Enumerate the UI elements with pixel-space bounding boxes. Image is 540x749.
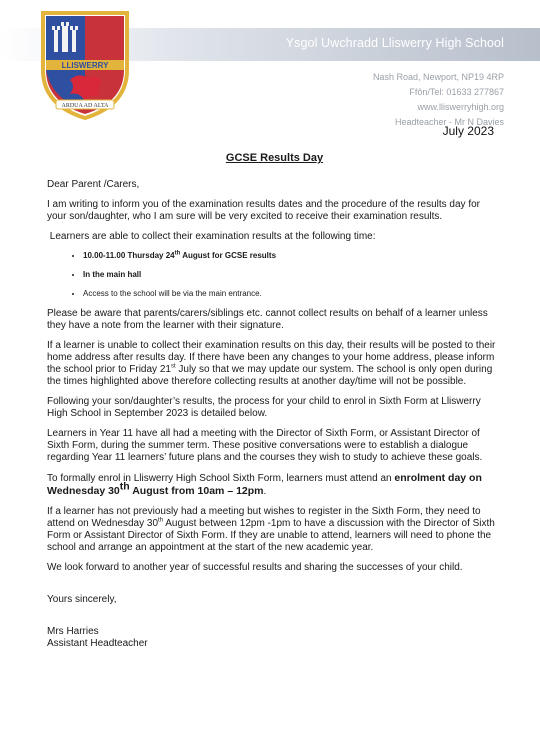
paragraph-year11-meetings: Learners in Year 11 have all had a meeting with the Director of Sixth Form, or Assistant Director of Sixth Form, during the summer term. These positive conversations were to establish a dialogue regarding Year 11 learners’ future plans and the courses they wish to study to achieve these goals. bbox=[47, 428, 483, 463]
paragraph-collection-time: Learners are able to collect their examination results at the following time: bbox=[47, 231, 376, 242]
paragraph-enrolment-day: To formally enrol in Lliswerry High School Sixth Form, learners must attend an enrolment day on Wednesday 30th August from 10am – 12pm. bbox=[47, 472, 482, 497]
letter-title: GCSE Results Day bbox=[225, 152, 324, 164]
svg-text:LLISWERRY: LLISWERRY bbox=[61, 61, 109, 70]
list-item: • Access to the school will be via the main entrance. bbox=[83, 289, 502, 299]
website: www.lliswerryhigh.org bbox=[417, 102, 504, 112]
school-crest-logo bbox=[40, 10, 130, 120]
paragraph-sixth-form-intro: Following your son/daughter’s results, the process for your child to enrol in Sixth Form at Lliswerry High School in September 2023 is detailed below. bbox=[47, 396, 481, 419]
contact-block bbox=[373, 70, 504, 130]
signatory-name: Mrs Harries bbox=[47, 626, 99, 637]
letter-body bbox=[47, 152, 502, 650]
list-item: • 10.00-11.00 Thursday 24th August for GCSE results bbox=[83, 251, 502, 261]
collection-details-list bbox=[47, 251, 502, 299]
phone: Ffôn/Tel: 01633 277867 bbox=[409, 87, 504, 97]
svg-text:ARDUA AD ALTA: ARDUA AD ALTA bbox=[61, 103, 109, 109]
paragraph-intro: I am writing to inform you of the examination results dates and the procedure of the results day for your son/daughter, who I am sure will be very excited to receive their examination results. bbox=[47, 199, 481, 222]
closing: Yours sincerely, bbox=[47, 594, 117, 605]
list-item: • In the main hall bbox=[83, 270, 502, 280]
headteacher: Headteacher - Mr N Davies bbox=[394, 117, 504, 127]
school-name: Ysgol Uwchradd Lliswerry High School bbox=[285, 36, 504, 50]
paragraph-late-registration: If a learner has not previously had a meeting but wishes to register in the Sixth Form, they need to attend on Wednesday 30th August between 12pm -1pm to have a discussion with the Director of Sixth Form or Assistant Director of Sixth Form. If they are unable to attend, learners will need to phone the school and arrange an appointment at the start of the new academic year. bbox=[47, 506, 495, 553]
salutation: Dear Parent /Carers, bbox=[47, 179, 140, 190]
paragraph-closing-wish: We look forward to another year of successful results and sharing the successes of your child. bbox=[47, 562, 463, 573]
signatory-role: Assistant Headteacher bbox=[47, 638, 148, 649]
paragraph-postal-results: If a learner is unable to collect their examination results on this day, their results will be posted to their home address after results day. If there have been any changes to your home address, please inform the school prior to Friday 21st July so that we may update our system. The school is only open during the times highlighted above therefore collecting results at another day/time will not be possible. bbox=[47, 340, 496, 387]
paragraph-collection-rules: Please be aware that parents/carers/siblings etc. cannot collect results on behalf of a learner unless they have a note from the learner with their signature. bbox=[47, 308, 488, 331]
address: Nash Road, Newport, NP19 4RP bbox=[372, 72, 504, 82]
letter-date: July 2023 bbox=[442, 124, 494, 138]
